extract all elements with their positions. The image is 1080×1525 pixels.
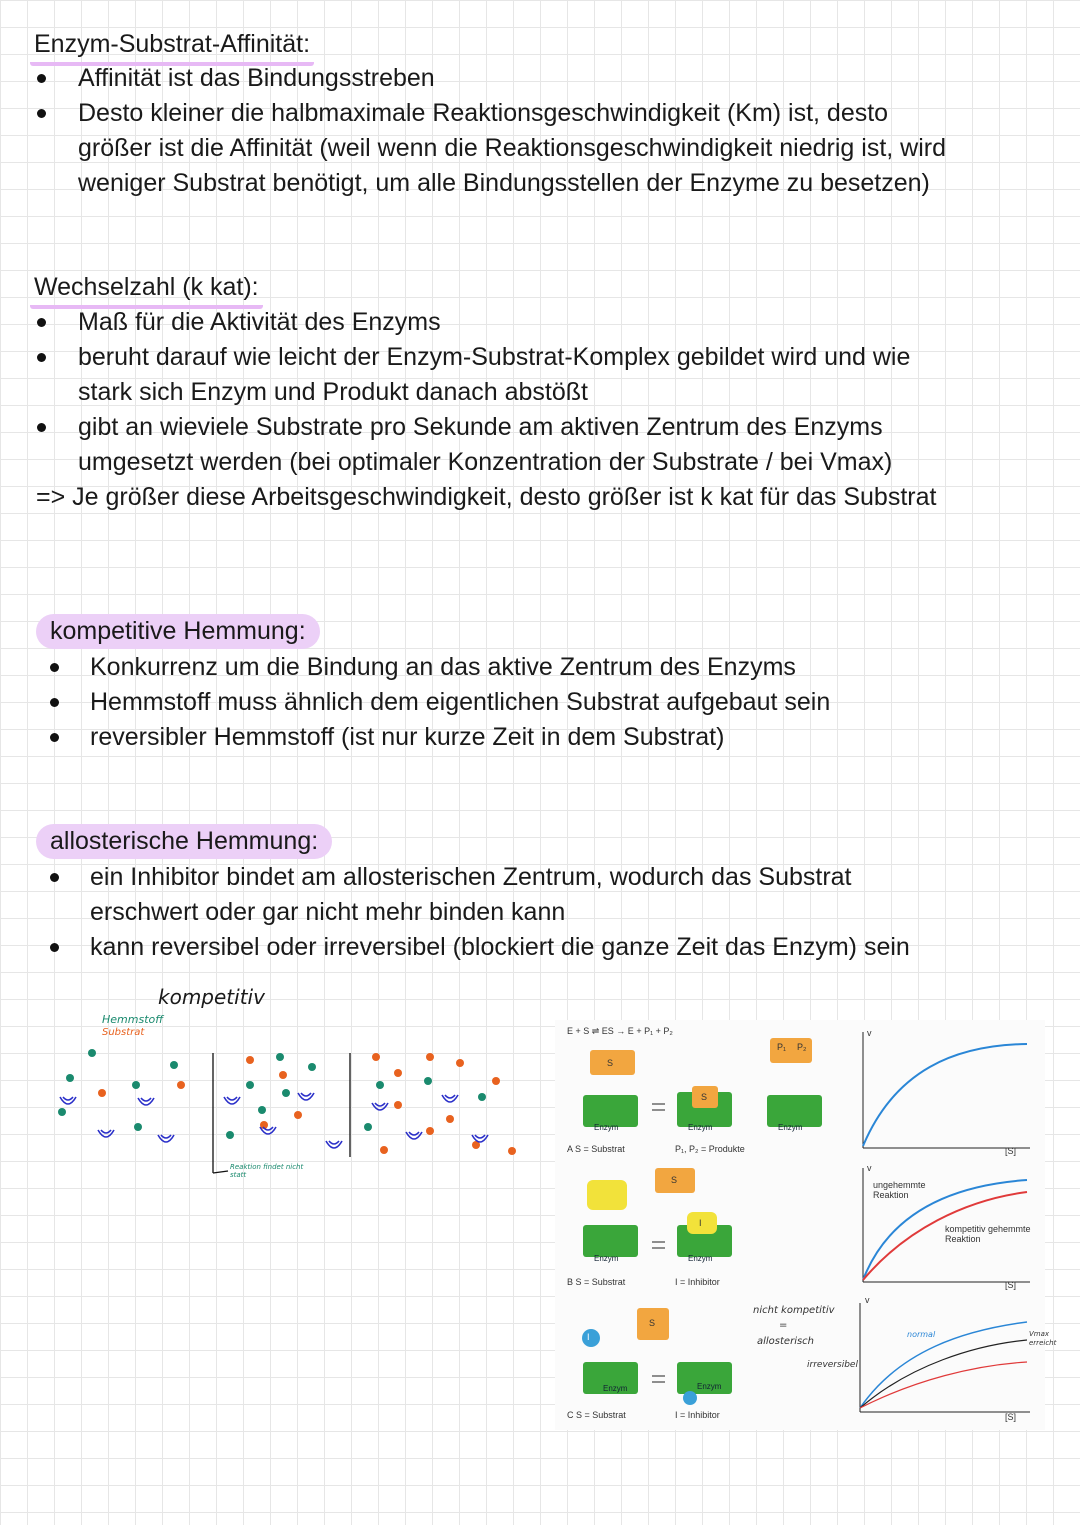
graph-a-axis-s: [S] [1005,1146,1017,1156]
enzyme-label-c1: Enzym [603,1384,628,1393]
list-item: reversibler Hemmstoff (ist nur kurze Zeit in dem Substrat) [42,720,1042,755]
product-label-1: P₁ [777,1042,787,1052]
substrate-label-b: S [671,1175,678,1185]
row-c-caption: C S = Substrat [567,1410,626,1420]
substrate-label-c: S [649,1318,656,1328]
allosteric-list [42,860,1042,965]
heading-turnover: Wechselzahl (k kat): [30,270,263,309]
sketch-drawing [50,985,530,1205]
figure-equation: E + S ⇌ ES → E + P₁ + P₂ [567,1026,673,1036]
row-a-products: P₁, P₂ = Produkte [675,1144,745,1154]
list-item: Affinität ist das Bindungsstreben [30,61,1050,96]
list-item-continuation: größer ist die Affinität (weil wenn die Reaktionsgeschwindigkeit niedrig ist, wird [78,134,947,162]
list-item-continuation: stark sich Enzym und Produkt danach abstößt [78,378,588,406]
curve-label-competitive: kompetitiv gehemmte Reaktion [945,1224,1031,1244]
note-noncompetitive: nicht kompetitiv [753,1305,835,1316]
list-item: Maß für die Aktivität des Enzyms [30,305,1050,340]
conclusion-line: => Je größer diese Arbeitsgeschwindigkeit, desto größer ist k kat für das Substrat [36,483,937,511]
enzyme-label-a2: Enzym [688,1123,713,1132]
row-b-inhibitor: I = Inhibitor [675,1277,720,1287]
list-item: Hemmstoff muss ähnlich dem eigentlichen Substrat aufgebaut sein [42,685,1042,720]
note-vmax: Vmax erreicht [1029,1330,1057,1347]
list-item: kann reversibel oder irreversibel (blockiert die ganze Zeit das Enzym) sein [42,930,1042,965]
graph-c-axis-v: v [865,1295,870,1305]
curve-label-uninhibited: ungehemmte Reaktion [873,1180,926,1200]
row-a-caption: A S = Substrat [567,1144,625,1154]
sketch-note: Reaktion findet nicht statt [230,1163,304,1179]
row-c-inhibitor: I = Inhibitor [675,1410,720,1420]
list-item: ein Inhibitor bindet am allosterischen Zentrum, wodurch das Substrat [42,860,1042,895]
list-item: beruht darauf wie leicht der Enzym-Substrat-Komplex gebildet wird und wie [30,340,1050,375]
turnover-list [30,305,1050,480]
enzyme-label-a3: Enzym [778,1123,803,1132]
heading-affinity: Enzym-Substrat-Affinität: [30,27,314,66]
list-item: Desto kleiner die halbmaximale Reaktionsgeschwindigkeit (Km) ist, desto [30,96,1050,131]
affinity-list [30,61,1050,201]
enzyme-label-a1: Enzym [594,1123,619,1132]
graph-b-axis-v: v [867,1163,872,1173]
inhibitor-label-b: I [699,1218,702,1228]
substrate-label-a: S [607,1058,614,1068]
sketch-title: kompetitiv [158,985,265,1009]
sketch-legend-inhibitor: Hemmstoff [102,1013,164,1026]
substrate-label-a2: S [701,1092,708,1102]
enzyme-label-b1: Enzym [594,1254,619,1263]
note-allosteric: allosterisch [757,1336,815,1347]
enzyme-label-c2: Enzym [697,1382,722,1391]
heading-allosteric: allosterische Hemmung: [36,824,332,859]
heading-competitive: kompetitive Hemmung: [36,614,320,649]
competitive-sketch [50,985,530,1205]
note-irreversible: irreversibel [807,1360,858,1370]
enzyme-label-b2: Enzym [688,1254,713,1263]
graph-c-axis-s: [S] [1005,1412,1017,1422]
list-item-continuation: erschwert oder gar nicht mehr binden kann [90,898,566,926]
graph-b-axis-s: [S] [1005,1280,1017,1290]
competitive-list [42,650,1042,755]
product-label-2: P₂ [797,1042,807,1052]
row-b-caption: B S = Substrat [567,1277,626,1287]
list-item: gibt an wieviele Substrate pro Sekunde am aktiven Zentrum des Enzyms [30,410,1050,445]
list-item-continuation: umgesetzt werden (bei optimaler Konzentration der Substrate / bei Vmax) [78,448,893,476]
enzyme-inhibition-figure [555,1020,1057,1430]
sketch-legend-substrate: Substrat [102,1027,145,1038]
list-item: Konkurrenz um die Bindung an das aktive Zentrum des Enzyms [42,650,1042,685]
note-normal: normal [907,1330,936,1339]
graph-a-axis-v: v [867,1028,872,1038]
list-item-continuation: weniger Substrat benötigt, um alle Bindungsstellen der Enzyme zu besetzen) [78,169,930,197]
inhibitor-label-c: I [587,1332,590,1342]
note-equals: = [779,1320,788,1331]
